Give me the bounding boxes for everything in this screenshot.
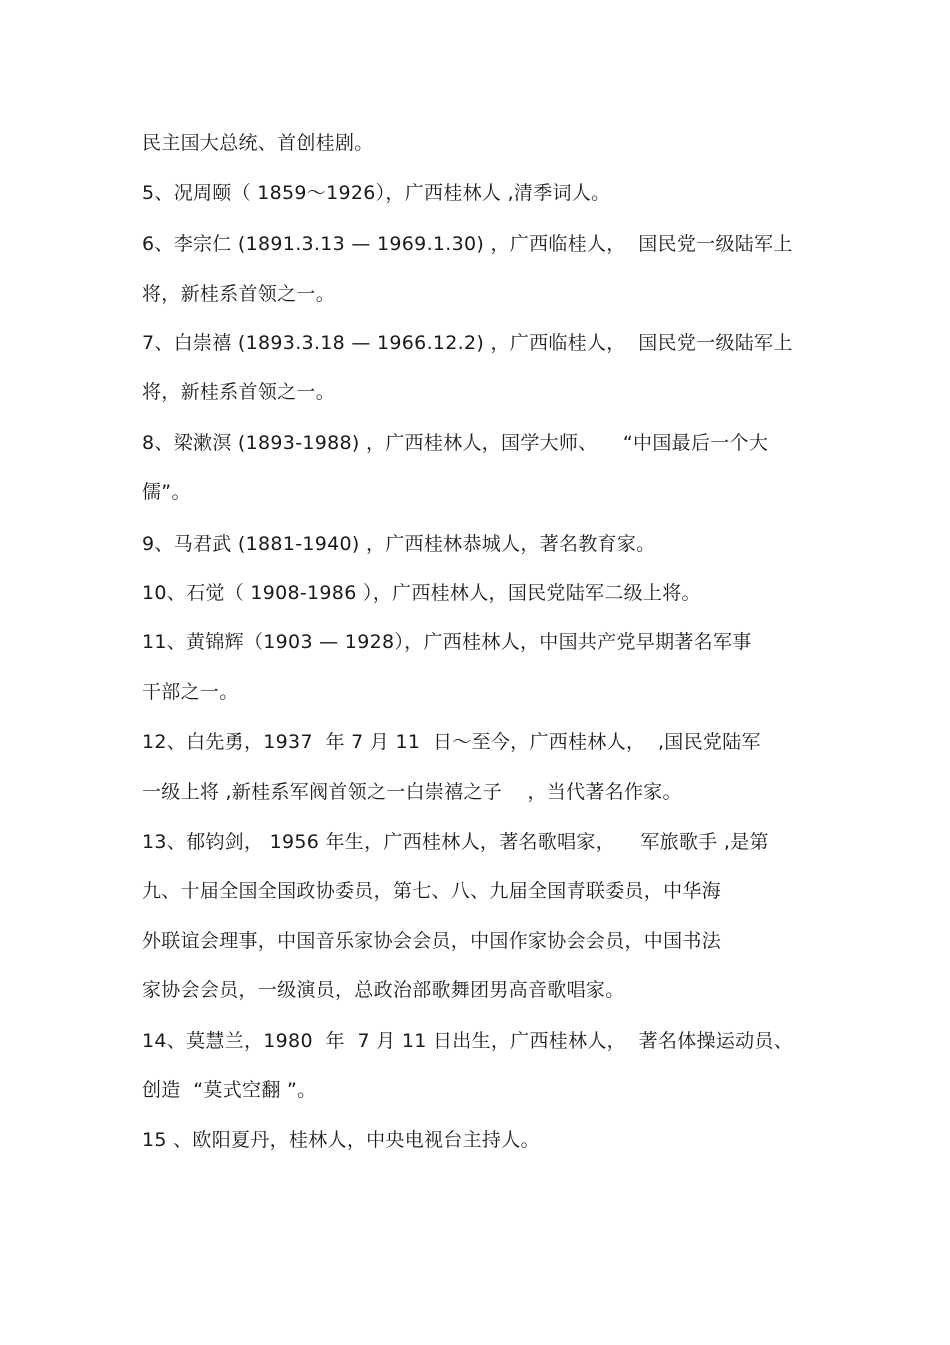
text-line: 9、马君武 (1881-1940) ，广西桂林恭城人，著名教育家。: [142, 533, 656, 555]
text-line: 7、白崇禧 (1893.3.18 — 1966.12.2) ，广西临桂人， 国民党一级陆军上: [142, 332, 793, 354]
text-line: 8、梁漱溟 (1893-1988) ，广西桂林人，国学大师、 “中国最后一个大: [142, 432, 769, 454]
text-line: 家协会会员，一级演员，总政治部歌舞团男高音歌唱家。: [142, 979, 625, 1001]
text-line: 12、白先勇，1937 年 7 月 11 日～至今，广西桂林人， ,国民党陆军: [142, 731, 761, 753]
text-line: 6、李宗仁 (1891.3.13 — 1969.1.30) ，广西临桂人， 国民党一级陆军上: [142, 233, 793, 255]
text-line: 民主国大总统、首创桂剧。: [142, 132, 374, 154]
text-line: 5、况周颐（ 1859～1926），广西桂林人 ,清季词人。: [142, 182, 611, 204]
text-line: 11、黄锦辉（1903 — 1928），广西桂林人，中国共产党早期著名军事: [142, 631, 752, 653]
text-line: 13、郁钧剑， 1956 年生，广西桂林人，著名歌唱家， 军旅歌手 ,是第: [142, 831, 769, 853]
text-line: 将，新桂系首领之一。: [142, 283, 336, 305]
text-line: 14、莫慧兰，1980 年 7 月 11 日出生，广西桂林人， 著名体操运动员、: [142, 1030, 794, 1052]
text-line: 10、石觉（ 1908-1986 ），广西桂林人，国民党陆军二级上将。: [142, 582, 701, 604]
text-line: 15 、欧阳夏丹，桂林人，中央电视台主持人。: [142, 1129, 540, 1151]
text-line: 一级上将 ,新桂系军阀首领之一白崇禧之子 ，当代著名作家。: [142, 781, 682, 803]
text-line: 儒”。: [142, 481, 191, 503]
text-line: 外联谊会理事，中国音乐家协会会员，中国作家协会会员，中国书法: [142, 930, 722, 952]
text-line: 将，新桂系首领之一。: [142, 381, 336, 403]
text-line: 九、十届全国全国政协委员，第七、八、九届全国青联委员，中华海: [142, 880, 722, 902]
text-line: 干部之一。: [142, 681, 239, 703]
text-line: 创造 “莫式空翻 ”。: [142, 1079, 317, 1101]
